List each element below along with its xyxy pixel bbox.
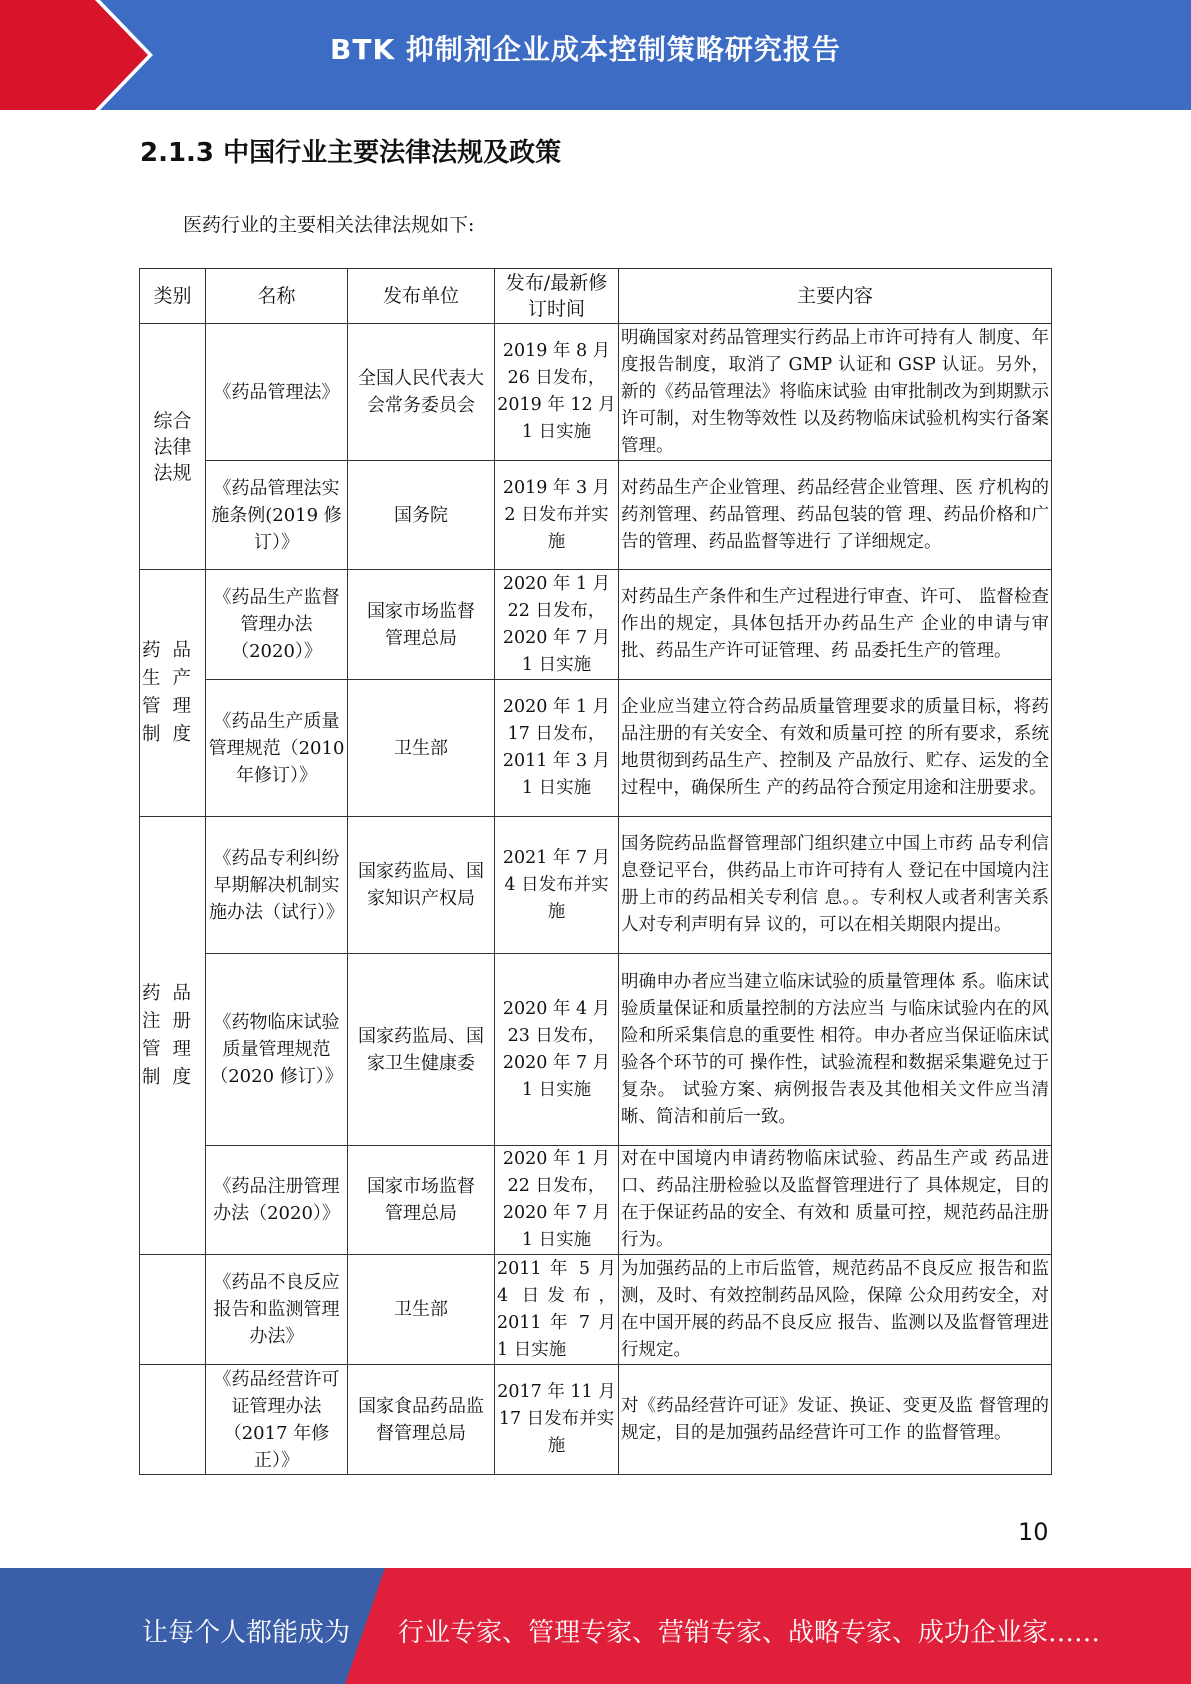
footer-slogan-right: 行业专家、管理专家、营销专家、战略专家、成功企业家…… bbox=[398, 1618, 1101, 1648]
law-content: 明确申办者应当建立临床试验的质量管理体 系。临床试验质量保证和质量控制的方法应当 与临床试验内在的风险和所采集信息的重要性 相符。申办者应当保证临床试验各个环节的可 操作性，试验流程和数据采集避免过于复杂。 试验方案、病例报告表及其他相关文件应当清 晰、简洁和前后一致。 bbox=[619, 954, 1052, 1146]
law-name: 《药品专利纠纷早期解决机制实施办法（试行）》 bbox=[206, 817, 348, 954]
category-cell: 药品注册管理制度 bbox=[140, 817, 206, 1255]
header-content: 主要内容 bbox=[619, 269, 1052, 324]
law-name: 《药品经营许可证管理办法（2017 年修正）》 bbox=[206, 1365, 348, 1475]
law-date: 2020 年 4 月 23 日发布，2020 年 7 月 1 日实施 bbox=[495, 954, 619, 1146]
category-cell: 综合法律法规 bbox=[140, 324, 206, 570]
law-org: 国家药监局、国家卫生健康委 bbox=[348, 954, 495, 1146]
law-content: 对在中国境内申请药物临床试验、药品生产或 药品进口、药品注册检验以及监督管理进行了 具体规定，目的在于保证药品的安全、有效和 质量可控，规范药品注册行为。 bbox=[619, 1146, 1052, 1255]
table-row bbox=[140, 1146, 1052, 1255]
law-date: 2021 年 7 月 4 日发布并实施 bbox=[495, 817, 619, 954]
law-name: 《药品管理法》 bbox=[206, 324, 348, 461]
law-name: 《药品注册管理办法（2020）》 bbox=[206, 1146, 348, 1255]
laws-table bbox=[139, 268, 1052, 1475]
law-date: 2019 年 8 月 26 日发布，2019 年 12 月 1 日实施 bbox=[495, 324, 619, 461]
page-footer bbox=[0, 1568, 1191, 1684]
law-content: 对《药品经营许可证》发证、换证、变更及监 督管理的规定，目的是加强药品经营许可工作 的监督管理。 bbox=[619, 1365, 1052, 1475]
page-header bbox=[0, 0, 1191, 110]
law-org: 国家市场监督管理总局 bbox=[348, 1146, 495, 1255]
category-cell bbox=[140, 1255, 206, 1365]
header-org: 发布单位 bbox=[348, 269, 495, 324]
table-row bbox=[140, 680, 1052, 817]
table-row bbox=[140, 1255, 1052, 1365]
law-date: 2019 年 3 月 2 日发布并实施 bbox=[495, 461, 619, 570]
table-row bbox=[140, 1365, 1052, 1475]
law-content: 对药品生产企业管理、药品经营企业管理、医 疗机构的药剂管理、药品管理、药品包装的管 理、药品价格和广告的管理、药品监督等进行 了详细规定。 bbox=[619, 461, 1052, 570]
header-title: BTK 抑制剂企业成本控制策略研究报告 bbox=[330, 33, 841, 66]
law-name: 《药品不良反应报告和监测管理办法》 bbox=[206, 1255, 348, 1365]
law-name: 《药品管理法实施条例(2019 修订）》 bbox=[206, 461, 348, 570]
intro-text: 医药行业的主要相关法律法规如下: bbox=[183, 214, 475, 236]
category-cell: 药品生产管理制度 bbox=[140, 570, 206, 817]
law-name: 《药物临床试验质量管理规范（2020 修订）》 bbox=[206, 954, 348, 1146]
law-org: 国家市场监督管理总局 bbox=[348, 570, 495, 680]
law-date: 2020 年 1 月 22 日发布，2020 年 7 月 1 日实施 bbox=[495, 570, 619, 680]
table-header-row bbox=[140, 269, 1052, 324]
law-content: 明确国家对药品管理实行药品上市许可持有人 制度、年度报告制度，取消了 GMP 认证和 GSP 认证。另外，新的《药品管理法》将临床试验 由审批制改为到期默示许可制，对生物等效性 以及药物临床试验机构实行备案管理。 bbox=[619, 324, 1052, 461]
category-cell bbox=[140, 1365, 206, 1475]
law-org: 国务院 bbox=[348, 461, 495, 570]
section-title: 2.1.3 中国行业主要法律法规及政策 bbox=[140, 138, 562, 168]
table-row bbox=[140, 570, 1052, 680]
table-row bbox=[140, 954, 1052, 1146]
law-org: 全国人民代表大会常务委员会 bbox=[348, 324, 495, 461]
law-org: 国家药监局、国家知识产权局 bbox=[348, 817, 495, 954]
table-row bbox=[140, 461, 1052, 570]
law-date: 2017 年 11 月 17 日发布并实施 bbox=[495, 1365, 619, 1475]
header-date: 发布/最新修订时间 bbox=[495, 269, 619, 324]
law-content: 对药品生产条件和生产过程进行审查、许可、 监督检查作出的规定，具体包括开办药品生产 企业的申请与审批、药品生产许可证管理、药 品委托生产的管理。 bbox=[619, 570, 1052, 680]
table-row bbox=[140, 324, 1052, 461]
law-org: 卫生部 bbox=[348, 1255, 495, 1365]
law-content: 为加强药品的上市后监管，规范药品不良反应 报告和监测，及时、有效控制药品风险，保障 公众用药安全，对在中国开展的药品不良反应 报告、监测以及监督管理进行规定。 bbox=[619, 1255, 1052, 1365]
law-date: 2011 年 5 月 4 日发布，2011 年 7 月 1 日实施 bbox=[495, 1255, 619, 1365]
footer-slogan-left: 让每个人都能成为 bbox=[142, 1618, 351, 1648]
law-org: 国家食品药品监督管理总局 bbox=[348, 1365, 495, 1475]
page-number: 10 bbox=[1018, 1518, 1049, 1546]
header-category: 类别 bbox=[140, 269, 206, 324]
header-name: 名称 bbox=[206, 269, 348, 324]
law-org: 卫生部 bbox=[348, 680, 495, 817]
law-date: 2020 年 1 月 22 日发布，2020 年 7 月 1 日实施 bbox=[495, 1146, 619, 1255]
table-row bbox=[140, 817, 1052, 954]
law-content: 国务院药品监督管理部门组织建立中国上市药 品专利信息登记平台，供药品上市许可持有人 登记在中国境内注册上市的药品相关专利信 息。。专利权人或者利害关系人对专利声明有异 议的，可以在相关期限内提出。 bbox=[619, 817, 1052, 954]
law-content: 企业应当建立符合药品质量管理要求的质量目标，将药品注册的有关安全、有效和质量可控 的所有要求，系统地贯彻到药品生产、控制及 产品放行、贮存、运发的全过程中，确保所生 产的药品符合预定用途和注册要求。 bbox=[619, 680, 1052, 817]
law-name: 《药品生产监督管理办法（2020）》 bbox=[206, 570, 348, 680]
law-name: 《药品生产质量管理规范（2010 年修订）》 bbox=[206, 680, 348, 817]
law-date: 2020 年 1 月 17 日发布，2011 年 3 月 1 日实施 bbox=[495, 680, 619, 817]
